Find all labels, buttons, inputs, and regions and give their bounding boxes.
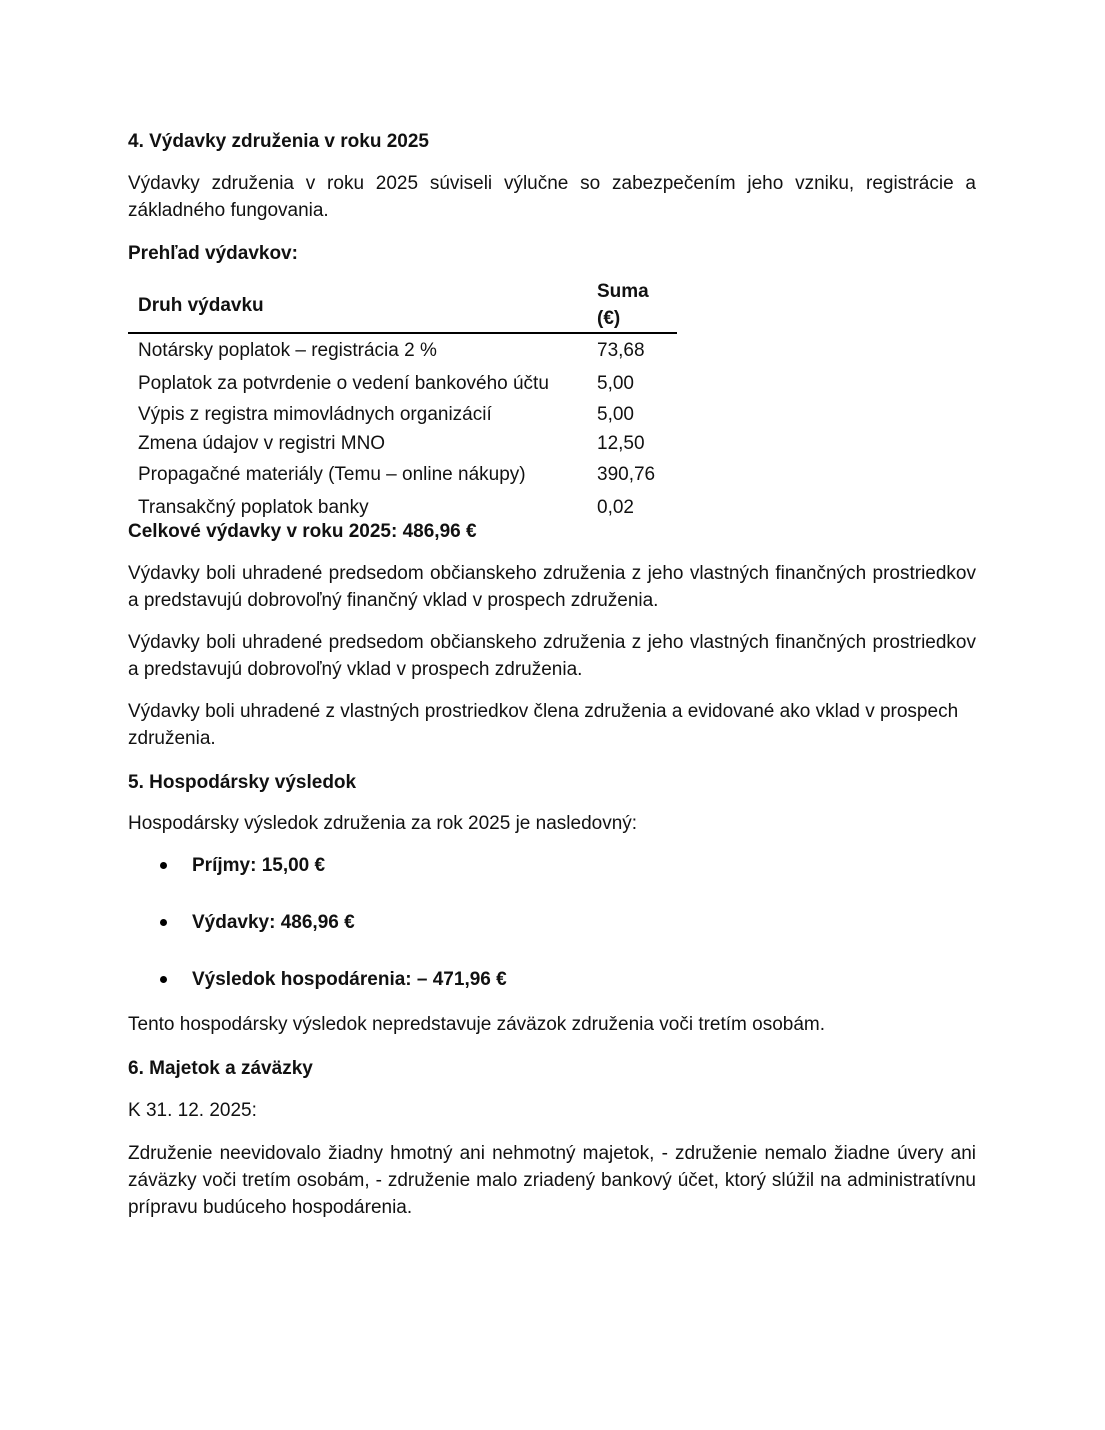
expenses-paragraph: Výdavky boli uhradené predsedom občianskeho združenia z jeho vlastných finančných prostriedkov a predstavujú dobrovoľný vklad v prospech združenia. [128, 632, 976, 680]
section-4-intro: Výdavky združenia v roku 2025 súviseli výlučne so zabezpečením jeho vzniku, registrácie a základného fungovania. [128, 173, 976, 221]
section-5-heading: 5. Hospodársky výsledok [128, 772, 357, 793]
table-row [128, 458, 677, 491]
table-row [128, 333, 677, 367]
list-item [128, 852, 507, 909]
income-item: Príjmy: 15,00 € [192, 855, 326, 876]
section-6-date: K 31. 12. 2025: [128, 1100, 257, 1121]
expense-amount: 12,50 [597, 433, 645, 454]
expense-label: Zmena údajov v registri MNO [138, 433, 386, 454]
expense-table [128, 278, 677, 524]
total-expenses: Celkové výdavky v roku 2025: 486,96 € [128, 521, 477, 542]
expenses-paragraph: Výdavky boli uhradené z vlastných prostriedkov člena združenia a evidované ako vklad v prospech združenia. [128, 701, 959, 749]
table-row [128, 429, 677, 458]
expense-amount: 390,76 [597, 464, 656, 485]
column-header-amount: Suma (€) [587, 278, 677, 333]
expenses-paragraph: Výdavky boli uhradené predsedom občianskeho združenia z jeho vlastných finančných prostriedkov a predstavujú dobrovoľný finančný vklad v prospech združenia. [128, 563, 976, 611]
section-5-intro: Hospodársky výsledok združenia za rok 2025 je nasledovný: [128, 813, 638, 834]
expense-amount: 0,02 [597, 497, 634, 518]
table-row [128, 367, 677, 400]
expense-label: Poplatok za potvrdenie o vedení bankového účtu [138, 373, 549, 394]
result-item: Výsledok hospodárenia: – 471,96 € [192, 969, 507, 990]
table-row [128, 400, 677, 429]
section-5-note: Tento hospodársky výsledok nepredstavuje záväzok združenia voči tretím osobám. [128, 1014, 826, 1035]
expense-amount: 73,68 [597, 340, 645, 361]
section-6-text: Združenie neevidovalo žiadny hmotný ani nehmotný majetok, - združenie nemalo žiadne úvery ani záväzky voči tretím osobám, - združenie malo zriadený bankový účet, ktorý slúžil na administratívnu prípravu budúceho hospodárenia. [128, 1143, 976, 1218]
bullet-icon [160, 862, 167, 869]
bullet-icon [160, 976, 167, 983]
expense-table-header-row [128, 278, 677, 333]
expense-overview-title: Prehľad výdavkov: [128, 243, 298, 264]
expense-label: Propagačné materiály (Temu – online nákupy) [138, 464, 526, 485]
expense-label: Výpis z registra mimovládnych organizácií [138, 404, 492, 425]
expenses-item: Výdavky: 486,96 € [192, 912, 355, 933]
expense-amount: 5,00 [597, 373, 634, 394]
expense-amount: 5,00 [597, 404, 634, 425]
expense-label: Transakčný poplatok banky [138, 497, 369, 518]
result-list [128, 852, 507, 1023]
section-6-heading: 6. Majetok a záväzky [128, 1058, 313, 1079]
column-header-expense-type: Druh výdavku [128, 278, 587, 333]
section-4-heading: 4. Výdavky združenia v roku 2025 [128, 131, 429, 152]
expense-label: Notársky poplatok – registrácia 2 % [138, 340, 437, 361]
list-item [128, 909, 507, 966]
bullet-icon [160, 919, 167, 926]
